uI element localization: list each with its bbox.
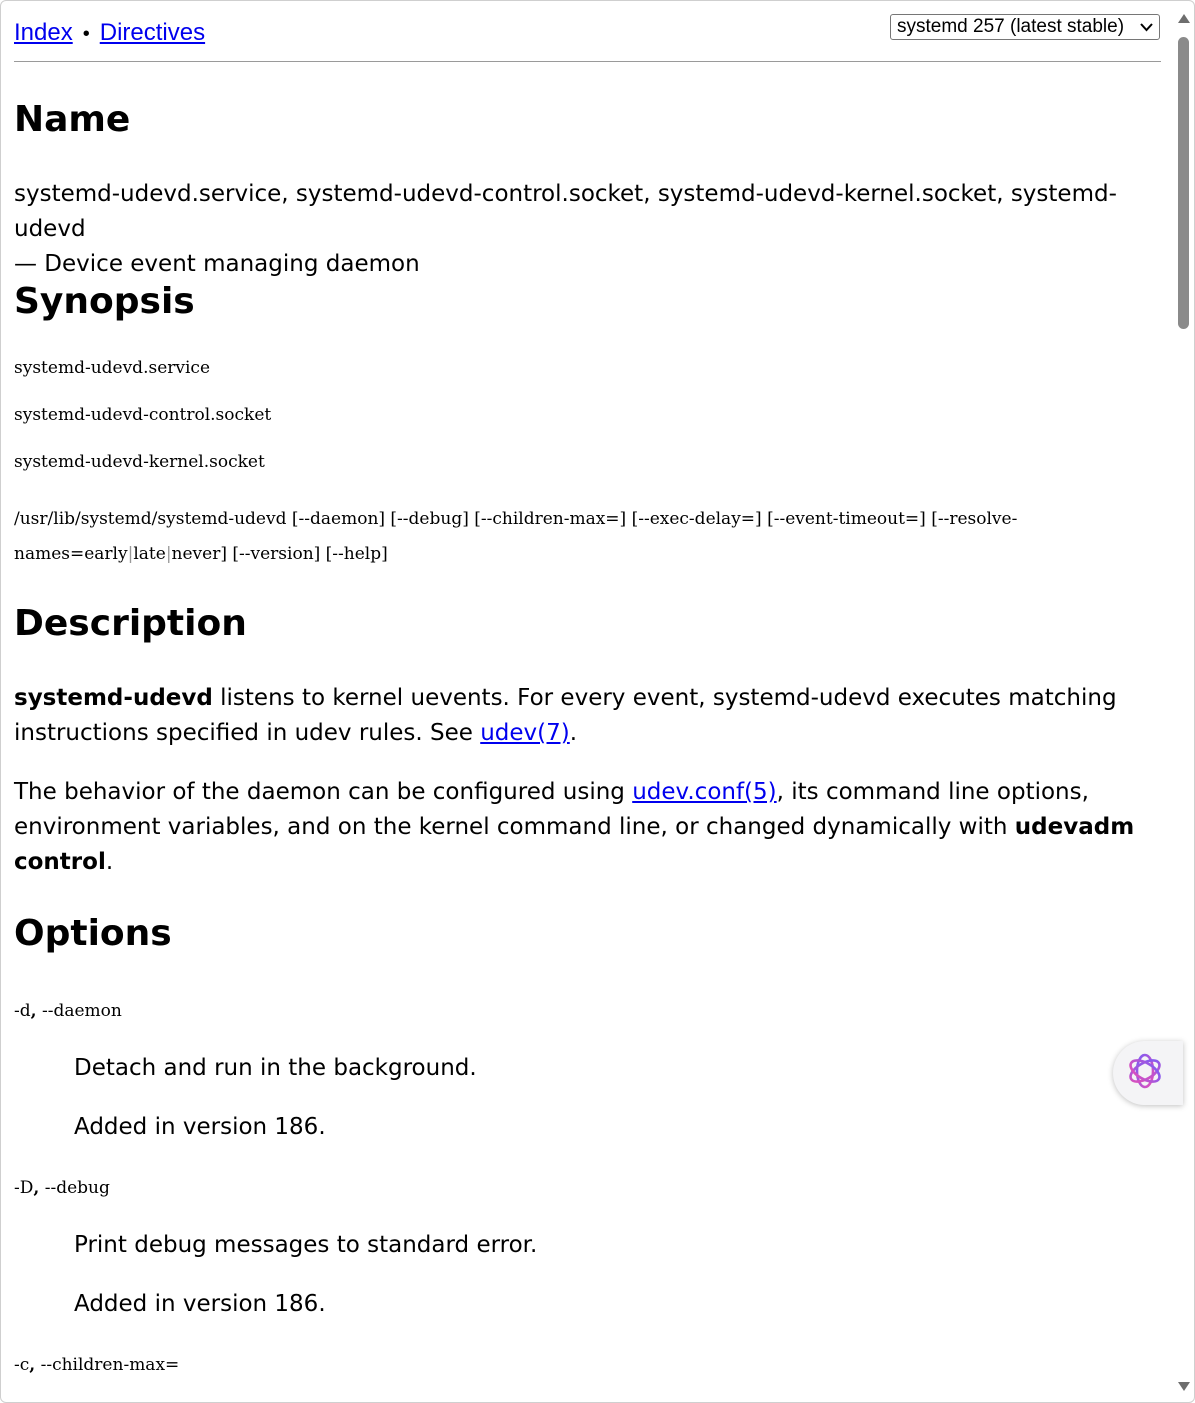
description-text: environment variables, and on the kernel command line, or changed dynamically with [14,814,1015,840]
option-comma: , [33,1178,40,1198]
option-added-debug: Added in version 186. [74,1291,326,1317]
triangle-down-icon[interactable] [1178,1381,1190,1394]
openai-knot-icon [1123,1049,1167,1097]
synopsis-line: systemd-udevd.service [14,358,211,378]
synopsis-command-resolve-late: late [133,544,166,564]
vertical-scrollbar[interactable] [1174,1,1192,1402]
option-short-flag: -D [14,1178,34,1198]
index-link[interactable]: Index [14,19,73,46]
header-divider [14,61,1161,62]
udevadm-bold: udevadm [1014,814,1135,840]
section-heading-name: Name [14,99,131,140]
udev-conf-5-link[interactable]: udev.conf(5) [632,779,777,805]
version-select[interactable] [890,14,1160,40]
section-heading-options: Options [14,913,172,954]
section-heading-description: Description [14,603,247,644]
option-term-children-max [14,1348,179,1383]
scrollbar-thumb[interactable] [1178,37,1189,329]
version-select-value: systemd 257 (latest stable) [897,16,1125,37]
synopsis-line: systemd-udevd-control.socket [14,405,272,425]
description-text: . [105,849,114,875]
description-text: . [569,720,578,746]
description-text: The behavior of the daemon can be configured using [14,779,633,805]
option-comma: , [29,1355,36,1375]
description-paragraph-1 [14,681,1154,751]
directives-link[interactable]: Directives [99,19,206,46]
assistant-button[interactable] [1113,1041,1183,1105]
synopsis-command-line1: /usr/lib/systemd/systemd-udevd [--daemon] [--debug] [--children-max=] [--exec-delay=] [--event-timeout=] [--resolve- [14,509,1018,529]
command-name-bold: systemd-udevd [14,685,213,711]
section-heading-synopsis: Synopsis [14,281,195,322]
synopsis-command-resolve-early: names=early [14,544,128,564]
option-short-flag: -d [14,1001,31,1021]
option-desc-daemon: Detach and run in the background. [74,1055,477,1081]
top-navigation [14,18,205,49]
description-text: instructions specified in udev rules. See [14,720,481,746]
synopsis-command [14,502,1114,572]
description-text: , its command line options, [776,779,1089,805]
pipe-separator: | [127,544,134,564]
option-comma: , [30,1001,37,1021]
option-long-flag: --children-max= [40,1355,180,1375]
option-term-daemon [14,994,122,1029]
nav-separator: • [82,23,90,45]
description-paragraph-2 [14,775,1154,880]
synopsis-command-rest: never] [--version] [--help] [171,544,388,564]
name-text-line2: — Device event managing daemon [14,251,420,277]
name-text [14,177,1154,282]
control-bold: control [14,849,106,875]
chevron-down-icon [1140,15,1153,39]
udev-7-link[interactable]: udev(7) [480,720,570,746]
synopsis-line: systemd-udevd-kernel.socket [14,452,265,472]
option-added-daemon: Added in version 186. [74,1114,326,1140]
option-term-debug [14,1171,110,1206]
option-short-flag: -c [14,1355,30,1375]
option-desc-debug: Print debug messages to standard error. [74,1232,538,1258]
name-text-line1: systemd-udevd.service, systemd-udevd-control.socket, systemd-udevd-kernel.socket, systemd-udevd [14,181,1117,242]
triangle-up-icon[interactable] [1178,13,1190,26]
option-long-flag: --debug [44,1178,110,1198]
pipe-separator: | [165,544,172,564]
description-text: listens to kernel uevents. For every event, systemd-udevd executes matching [212,685,1117,711]
option-long-flag: --daemon [41,1001,122,1021]
